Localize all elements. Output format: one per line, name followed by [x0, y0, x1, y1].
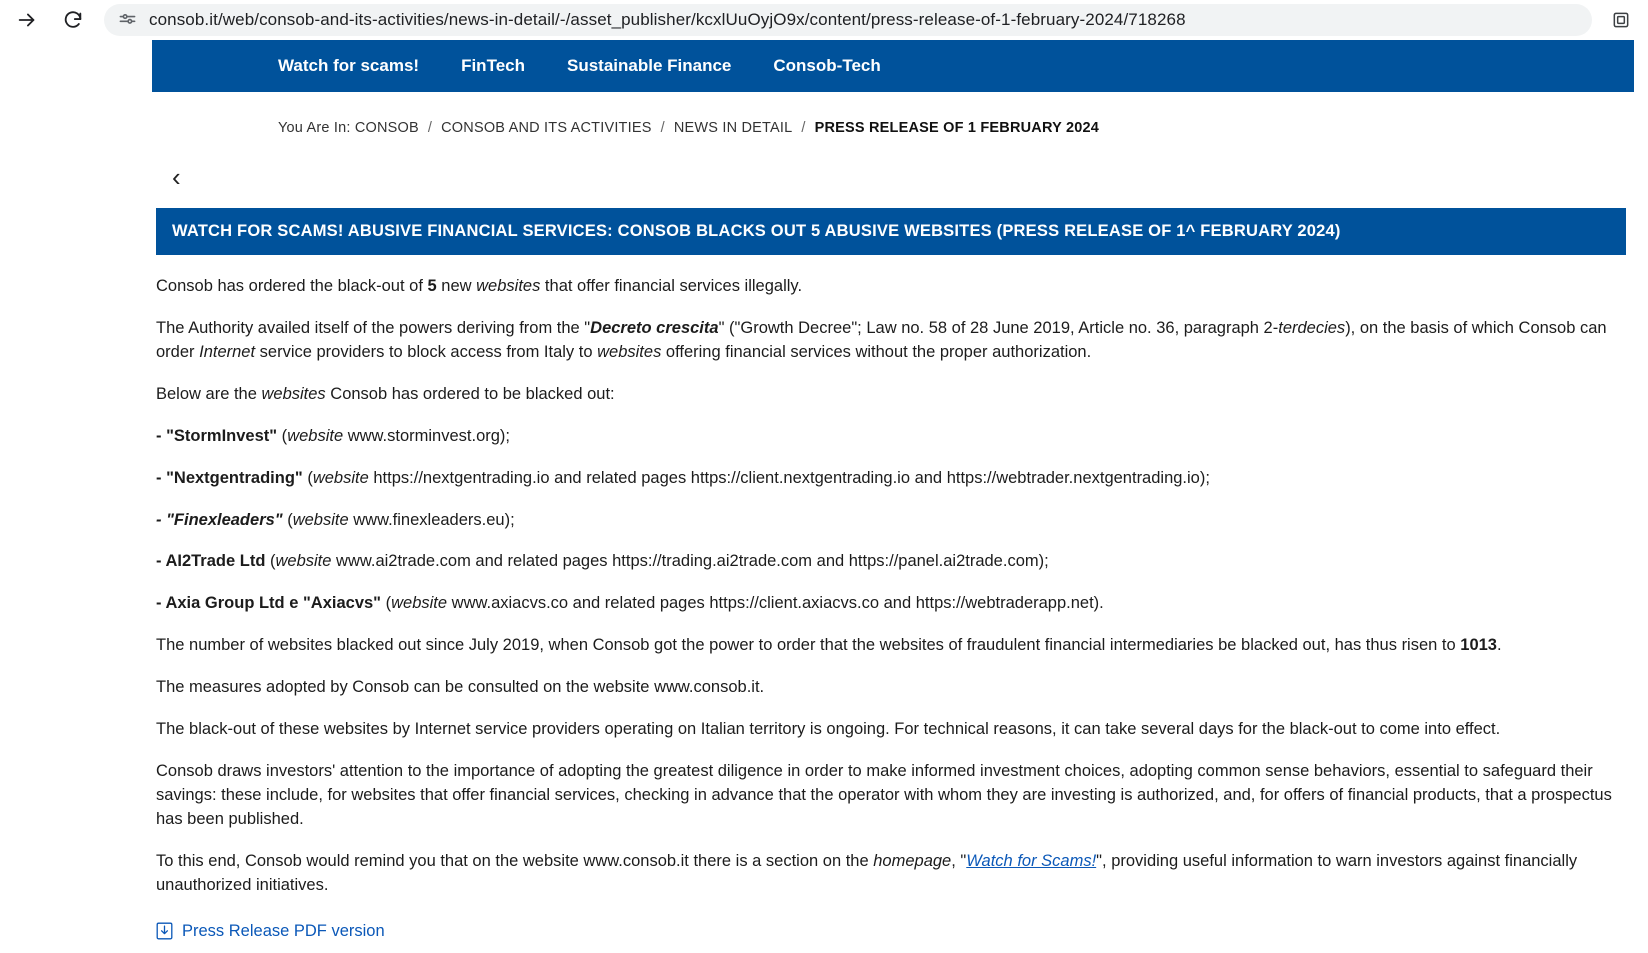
page-scrollbar[interactable] [1634, 40, 1648, 953]
blacked-out-list-item [156, 425, 1616, 449]
article-paragraph-8 [156, 850, 1616, 898]
text-fragment: , " [951, 851, 967, 870]
article-headline: WATCH FOR SCAMS! ABUSIVE FINANCIAL SERVICES: CONSOB BLACKS OUT 5 ABUSIVE WEBSITES (PRESS RELEASE OF 1^ FEBRUARY 2024) [156, 208, 1626, 255]
text-fragment: " ("Growth Decree"; Law no. 58 of 28 June 2019, Article no. 36, paragraph 2- [718, 318, 1279, 337]
text-fragment: ), on the basis of which Consob can order [156, 318, 1607, 361]
breadcrumb-item-consob-and-its-activities[interactable]: CONSOB AND ITS ACTIVITIES [441, 120, 652, 136]
text-fragment: Internet [199, 342, 256, 361]
topnav-item-consob-tech[interactable]: Consob-Tech [773, 56, 881, 75]
text-fragment: websites [476, 277, 541, 295]
text-fragment: website [287, 426, 344, 445]
site-url: www.axiacvs.co and related pages https://client.axiacvs.co and https://webtraderapp.net). [447, 594, 1104, 613]
text-fragment: Consob has ordered the black-out of [156, 277, 428, 295]
article-body [156, 275, 1626, 941]
back-button-row [152, 136, 1636, 194]
article-paragraph-6: The black-out of these websites by Internet service providers operating on Italian territory is ongoing. For technical reasons, it can take several days for the black-out to come into effect. [156, 720, 1501, 739]
text-fragment: websites [597, 342, 662, 361]
text-fragment: that offer financial services illegally. [540, 277, 803, 295]
site-name: - "StormInvest" [156, 426, 278, 445]
text-fragment: ( [277, 426, 288, 445]
article-paragraph-5: The measures adopted by Consob can be consulted on the website www.consob.it. [156, 678, 765, 697]
text-fragment: terdecies [1278, 318, 1346, 337]
text-fragment: . [1496, 636, 1502, 655]
browser-action-icons [1604, 3, 1638, 37]
topnav-item-fintech[interactable]: FinTech [461, 56, 525, 75]
text-fragment: offering financial services without the proper authorization. [661, 342, 1092, 361]
blacked-out-count: 5 [427, 277, 437, 295]
text-fragment: service providers to block access from Italy to [255, 342, 598, 361]
text-fragment: ( [265, 552, 276, 571]
text-fragment: Below are the [156, 384, 262, 403]
page-viewport [0, 40, 1648, 953]
topnav-item-watch-for-scams[interactable]: Watch for scams! [278, 56, 420, 75]
address-bar[interactable] [104, 4, 1592, 36]
extensions-icon[interactable] [1604, 3, 1638, 37]
site-topnav [152, 40, 1636, 92]
text-fragment: Consob has ordered to be blacked out: [325, 384, 615, 403]
press-release-pdf-link[interactable]: Press Release PDF version [182, 921, 385, 940]
article-paragraph-7: Consob draws investors' attention to the importance of adopting the greatest diligence in order to make informed investment choices, adopting common sense behaviors, essential to safeguard their savings: these include, for websites that offer financial services, checking in advance that the operator with whom they are investing is authorized, and, for offers of financial products, that a prospectus has been published. [156, 762, 1612, 828]
breadcrumb-current: PRESS RELEASE OF 1 FEBRUARY 2024 [814, 120, 1100, 136]
article-paragraph-total [156, 634, 1616, 658]
site-name: - "Nextgentrading" [156, 468, 303, 487]
blacked-out-list-item [156, 550, 1616, 574]
total-blacked-out-count: 1013 [1460, 636, 1497, 655]
blacked-out-list-item [156, 592, 1616, 616]
site-name: - "Finexleaders" [156, 510, 283, 529]
breadcrumb-prefix: You Are In: CONSOB [278, 120, 419, 136]
site-settings-icon[interactable] [118, 11, 137, 30]
text-fragment: The Authority availed itself of the powers deriving from the " [156, 318, 591, 337]
text-fragment: websites [261, 384, 326, 403]
article-paragraph-1 [156, 275, 1616, 299]
article-paragraph-3 [156, 383, 1616, 407]
watch-for-scams-link[interactable]: Watch for Scams! [966, 851, 1097, 870]
blacked-out-list-item [156, 467, 1616, 491]
site-name: - Axia Group Ltd e "Axiacvs" [156, 594, 382, 613]
browser-toolbar [0, 0, 1648, 40]
forward-arrow-icon[interactable] [10, 3, 44, 37]
text-fragment: website [292, 510, 349, 529]
text-fragment: ( [302, 468, 313, 487]
text-fragment: To this end, Consob would remind you that on the website www.consob.it there is a section on the [156, 851, 874, 870]
site-url: https://nextgentrading.io and related pages https://client.nextgentrading.io and https://webtrader.nextgentrading.io); [368, 468, 1210, 487]
article-paragraph-2 [156, 317, 1616, 365]
site-url: www.storminvest.org); [343, 426, 511, 445]
text-fragment: website [275, 552, 332, 571]
page-left-gutter [0, 40, 153, 953]
text-fragment: website [391, 594, 448, 613]
reload-icon[interactable] [56, 3, 90, 37]
article [156, 208, 1626, 941]
site-url: www.finexleaders.eu); [348, 510, 515, 529]
topnav-item-sustainable-finance[interactable]: Sustainable Finance [567, 56, 732, 75]
text-fragment: ( [381, 594, 392, 613]
pdf-download-icon [156, 922, 173, 940]
url-text: consob.it/web/consob-and-its-activities/news-in-detail/-/asset_publisher/kcxlUuOyjO9x/content/press-release-of-1-february-2024/718268 [149, 10, 1186, 29]
blacked-out-list-item [156, 509, 1616, 533]
breadcrumb-item-news-in-detail[interactable]: NEWS IN DETAIL [673, 120, 793, 136]
text-fragment: ( [282, 510, 293, 529]
breadcrumb-separator: / [427, 120, 433, 136]
breadcrumb [152, 92, 1636, 136]
text-fragment: homepage [873, 851, 952, 870]
text-fragment: The number of websites blacked out since July 2019, when Consob got the power to order that the websites of fraudulent financial intermediaries be blacked out, has thus risen to [156, 636, 1461, 655]
site-name: - AI2Trade Ltd [156, 552, 266, 571]
text-fragment: Decreto crescita [590, 318, 719, 337]
breadcrumb-separator: / [660, 120, 665, 136]
text-fragment: new [436, 277, 477, 295]
text-fragment: website [312, 468, 369, 487]
site-url: www.ai2trade.com and related pages https://trading.ai2trade.com and https://panel.ai2trade.com); [331, 552, 1049, 571]
text-fragment: ", providing useful information to warn investors against financially unauthorized initiatives. [156, 851, 1578, 894]
page-content [152, 40, 1636, 953]
back-chevron-icon[interactable]: ‹ [172, 162, 181, 192]
pdf-download-row[interactable] [156, 922, 1616, 941]
breadcrumb-separator: / [801, 120, 806, 136]
